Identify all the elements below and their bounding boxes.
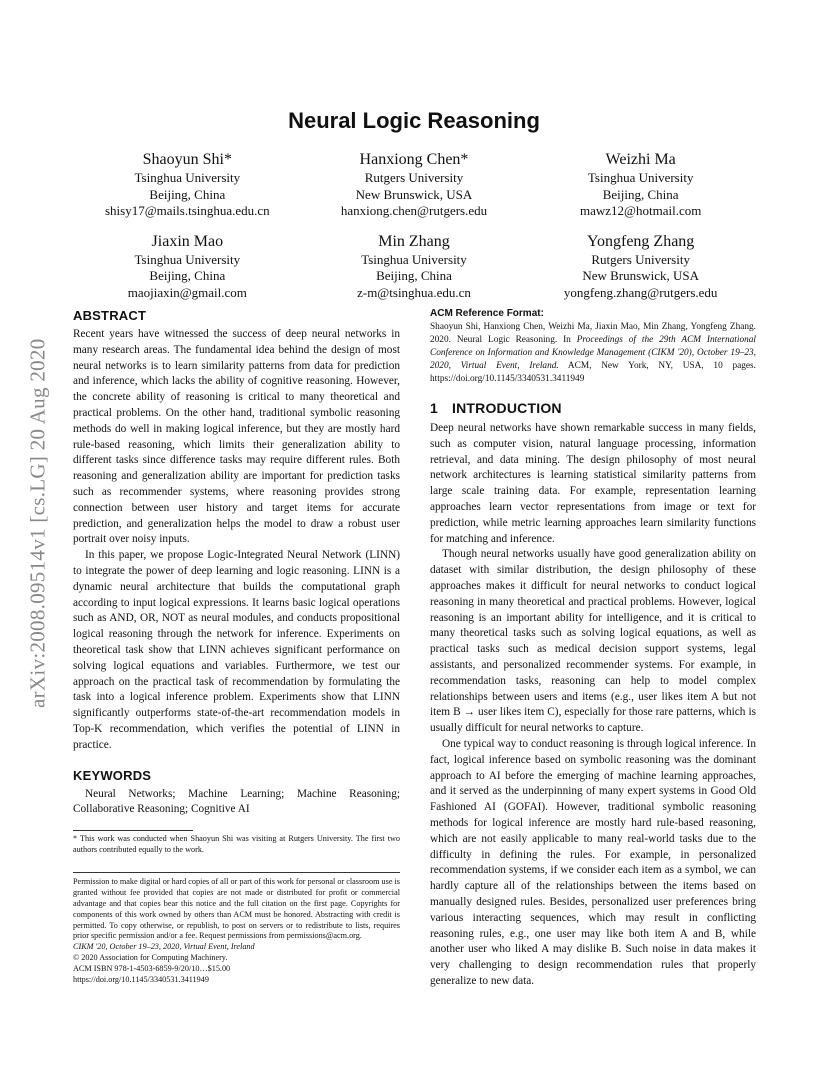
author-affiliation: Rutgers University <box>364 170 464 185</box>
footnote: * This work was conducted when Shaoyun Shi was visiting at Rutgers University. The first two authors contributed equally to the work. <box>73 834 400 855</box>
footnote-rule <box>73 830 193 831</box>
intro-paragraph: Deep neural networks have shown remarkable success in many fields, such as computer vision, natural language processing, information retrieval, and data mining. The design philosophy of most neural network architectures is learning statistical similarity patterns from large scale training data. For example, representation learning approaches learn vector representations from image or text for prediction, while metric learning approaches learn similarity functions for matching and inference. <box>430 422 756 545</box>
keywords-heading: KEYWORDS <box>73 767 152 783</box>
intro-paragraph: One typical way to conduct reasoning is through logical inference. In fact, logical inference based on symbolic reasoning was the dominant approach to AI before the emerging of machine learning approaches, and it served as the underpinning of many expert systems in Good Old Fashioned AI (GOFAI). However, traditional symbolic reasoning methods for logical inference are mostly hard rule-based reasoning, which are not easily applicable to many real-world tasks due to the difficulty in defining the rules. For example, in personalized recommendation systems, if we consider each item as a symbol, we can hardly capture all of the relationships between the items based on manually designed rules. Besides, personalized user preferences bring various interacting sequences, which may result in conflicting reasoning rules, e.g., one user may like both item A and B, while another user who liked A may dislike B. Such noise in data makes it very challenging to design recommendation rules that properly generalize to new data. <box>430 737 756 987</box>
author-name: Shaoyun Shi* <box>142 151 232 168</box>
abstract-heading: ABSTRACT <box>73 308 147 323</box>
author-location: Beijing, China <box>149 186 226 202</box>
acm-reference-text: Shaoyun Shi, Hanxiong Chen, Weizhi Ma, Jiaxin Mao, Min Zhang, Yongfeng Zhang. 2020. Neural Logic Reasoning. In Proceedings of the 29th ACM International Conference on Information and Knowledge Management (CIKM '20), October 19–23, 2020, Virtual Event, Ireland. ACM, New York, NY, USA, 10 pages. https://doi.org/10.1145/3340531.3411949 <box>430 322 756 384</box>
acm-reference-heading: ACM Reference Format: <box>430 308 544 319</box>
author-card <box>301 232 528 302</box>
permission-rule <box>73 872 400 873</box>
author-affiliation: Tsinghua University <box>361 251 467 267</box>
author-affiliation: Tsinghua University <box>134 170 241 185</box>
author-name: Weizhi Ma <box>605 151 676 168</box>
author-card <box>74 232 301 302</box>
author-email: maojiaxin@gmail.com <box>127 284 247 300</box>
author-location: New Brunswick, USA <box>355 186 473 202</box>
doi-line: https://doi.org/10.1145/3340531.3411949 <box>73 975 209 985</box>
author-block <box>74 150 754 301</box>
author-card <box>301 150 528 220</box>
author-email: mawz12@hotmail.com <box>579 203 702 218</box>
isbn-line: ACM ISBN 978-1-4503-6859-9/20/10…$15.00 <box>73 964 231 974</box>
intro-heading <box>430 400 756 416</box>
author-location: New Brunswick, USA <box>582 268 699 283</box>
author-email: hanxiong.chen@rutgers.edu <box>340 203 488 218</box>
author-email: z-m@tsinghua.edu.cn <box>357 284 471 300</box>
author-location: Beijing, China <box>149 268 226 283</box>
intro-paragraph: Though neural networks usually have good generalization ability on dataset with similar distribution, the design philosophy of these approaches makes it difficult for neural networks to conduct logical reasoning in many theoretical and practical problems. However, logical reasoning is an important ability for intelligence, and it is critical to many theoretical tasks such as solving logical equations, as well as practical tasks such as medical decision support systems, legal assistants, and personalized recommender systems. For example, in recommendation tasks, reasoning can help to model complex relationships between users and items (e.g., user likes item A but not item B → user likes item C), especially for those rare patterns, which is usually difficult for neural networks to capture. <box>430 548 756 735</box>
permission-block <box>73 877 400 986</box>
keywords-text: Neural Networks; Machine Learning; Machine Reasoning; Collaborative Reasoning; Cognitive AI <box>73 787 400 816</box>
left-column <box>73 308 400 986</box>
abstract-paragraph: In this paper, we propose Logic-Integrated Neural Network (LINN) to integrate the power of deep learning and logic reasoning. LINN is a dynamic neural architecture that builds the computational graph according to input logical expressions. It learns basic logical operations such as AND, OR, NOT as neural modules, and conducts propositional logical reasoning through the network for inference. Experiments on theoretical task show that LINN achieves significant performance on solving logical equations and variables. Furthermore, we test our approach on the practical task of recommendation by formulating the task into a logical inference problem. Experiments show that LINN significantly outperforms state-of-the-art recommendation models in Top-K recommendation, which verifies the potential of LINN in practice. <box>73 549 400 751</box>
section-number: 1 <box>430 400 438 416</box>
paper-title: Neural Logic Reasoning <box>288 108 540 133</box>
author-name: Min Zhang <box>378 232 450 250</box>
section-title: INTRODUCTION <box>452 400 562 416</box>
author-card <box>527 150 754 220</box>
right-column <box>430 308 756 990</box>
conference-line: CIKM '20, October 19–23, 2020, Virtual Event, Ireland <box>73 942 255 952</box>
abstract-paragraph: Recent years have witnessed the success of deep neural networks in many research areas. The fundamental idea behind the design of most neural networks is to learn similarity patterns from data for prediction and inference, which lacks the ability of cognitive reasoning. However, the concrete ability of reasoning is critical to many theoretical and practical problems. On the other hand, traditional symbolic reasoning methods do well in making logical inference, but they are mostly hard rule-based reasoning, which limits their generalization ability to different tasks since difference tasks may require different rules. Both reasoning and generalization ability are important for prediction tasks such as recommender systems, where reasoning provides strong connection between user history and target items for accurate prediction, and generalization helps the model to draw a robust user portrait over noisy inputs. <box>73 328 400 546</box>
author-location: Beijing, China <box>602 186 679 202</box>
author-location: Beijing, China <box>376 268 452 283</box>
author-affiliation: Rutgers University <box>591 251 690 267</box>
arxiv-identifier: arXiv:2008.09514v1 [cs.LG] 20 Aug 2020 <box>25 338 50 708</box>
copyright-line: © 2020 Association for Computing Machinery. <box>73 953 228 963</box>
author-name: Yongfeng Zhang <box>587 232 695 250</box>
author-card <box>527 232 754 302</box>
author-email: yongfeng.zhang@rutgers.edu <box>563 284 718 300</box>
author-card <box>74 150 301 220</box>
author-email: shisy17@mails.tsinghua.edu.cn <box>104 203 270 218</box>
author-name: Hanxiong Chen* <box>359 151 469 168</box>
author-affiliation: Tsinghua University <box>587 170 694 185</box>
permission-text: Permission to make digital or hard copies of all or part of this work for personal or classroom use is granted without fee provided that copies are not made or distributed for profit or commercial advantage and that copies bear this notice and the full citation on the first page. Copyrights for components of this work owned by others than ACM must be honored. Abstracting with credit is permitted. To copy otherwise, or republish, to post on servers or to redistribute to lists, requires prior specific permission and/or a fee. Request permissions from permissions@acm.org. <box>73 876 400 941</box>
author-affiliation: Tsinghua University <box>134 251 241 267</box>
author-name: Jiaxin Mao <box>151 232 224 250</box>
